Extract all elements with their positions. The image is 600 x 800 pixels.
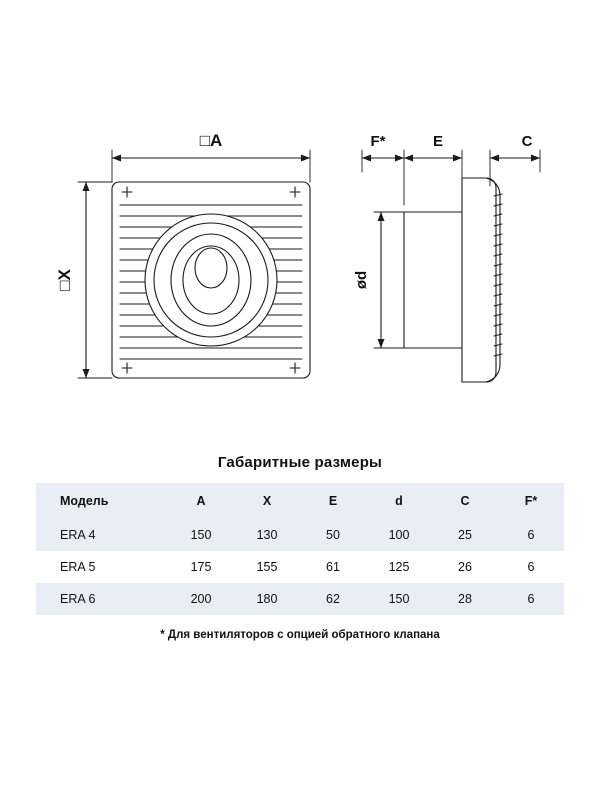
column-header-f: F* (498, 483, 564, 519)
label-a: □A (199, 131, 223, 150)
cell-e: 62 (326, 592, 340, 606)
cell-model: ERA 6 (60, 592, 96, 606)
cell-x: 130 (256, 528, 278, 542)
side-body-outline (462, 178, 496, 382)
cell-d: 150 (388, 592, 410, 606)
column-header-c: C (432, 483, 498, 519)
cell-e: 50 (326, 528, 340, 542)
column-header-model: Модель (36, 483, 168, 519)
table-head (36, 483, 564, 519)
cell-f: 6 (527, 528, 535, 542)
column-header-a: A (168, 483, 234, 519)
cell-a: 175 (190, 560, 212, 574)
cell-model: ERA 5 (60, 560, 96, 574)
label-c: C (521, 133, 533, 150)
table-row (36, 519, 564, 551)
cell-model: ERA 4 (60, 528, 96, 542)
cell-x: 180 (256, 592, 278, 606)
dimension-x-group (78, 182, 112, 378)
table-header-row (36, 483, 564, 519)
cell-x: 155 (256, 560, 278, 574)
table-row (36, 551, 564, 583)
front-cover-profile (486, 178, 500, 382)
table-footnote: * Для вентиляторов с опцией обратного клапана (160, 629, 440, 641)
table-row (36, 583, 564, 615)
dimensions-table-block (0, 440, 600, 641)
cell-c: 25 (458, 528, 472, 542)
dimension-f-e-c-group (362, 150, 540, 205)
dimension-a-group (112, 150, 310, 182)
dimension-d-group (374, 212, 410, 348)
side-grille-ticks (494, 194, 502, 356)
label-e: E (432, 133, 444, 150)
label-d: ød (353, 270, 370, 290)
label-f: F* (370, 133, 386, 150)
cell-d: 125 (388, 560, 410, 574)
table-title: Габаритные размеры (217, 454, 383, 471)
column-header-d: d (366, 483, 432, 519)
column-header-x: X (234, 483, 300, 519)
cell-f: 6 (527, 560, 535, 574)
cell-d: 100 (388, 528, 410, 542)
label-x: □X (55, 269, 74, 291)
cell-a: 200 (190, 592, 212, 606)
table-body (36, 519, 564, 615)
column-header-e: E (300, 483, 366, 519)
cell-a: 150 (190, 528, 212, 542)
cell-e: 61 (326, 560, 340, 574)
fan-circles (145, 214, 277, 346)
cell-f: 6 (527, 592, 535, 606)
cell-c: 26 (458, 560, 472, 574)
cell-c: 28 (458, 592, 472, 606)
dimensions-table (36, 483, 564, 615)
